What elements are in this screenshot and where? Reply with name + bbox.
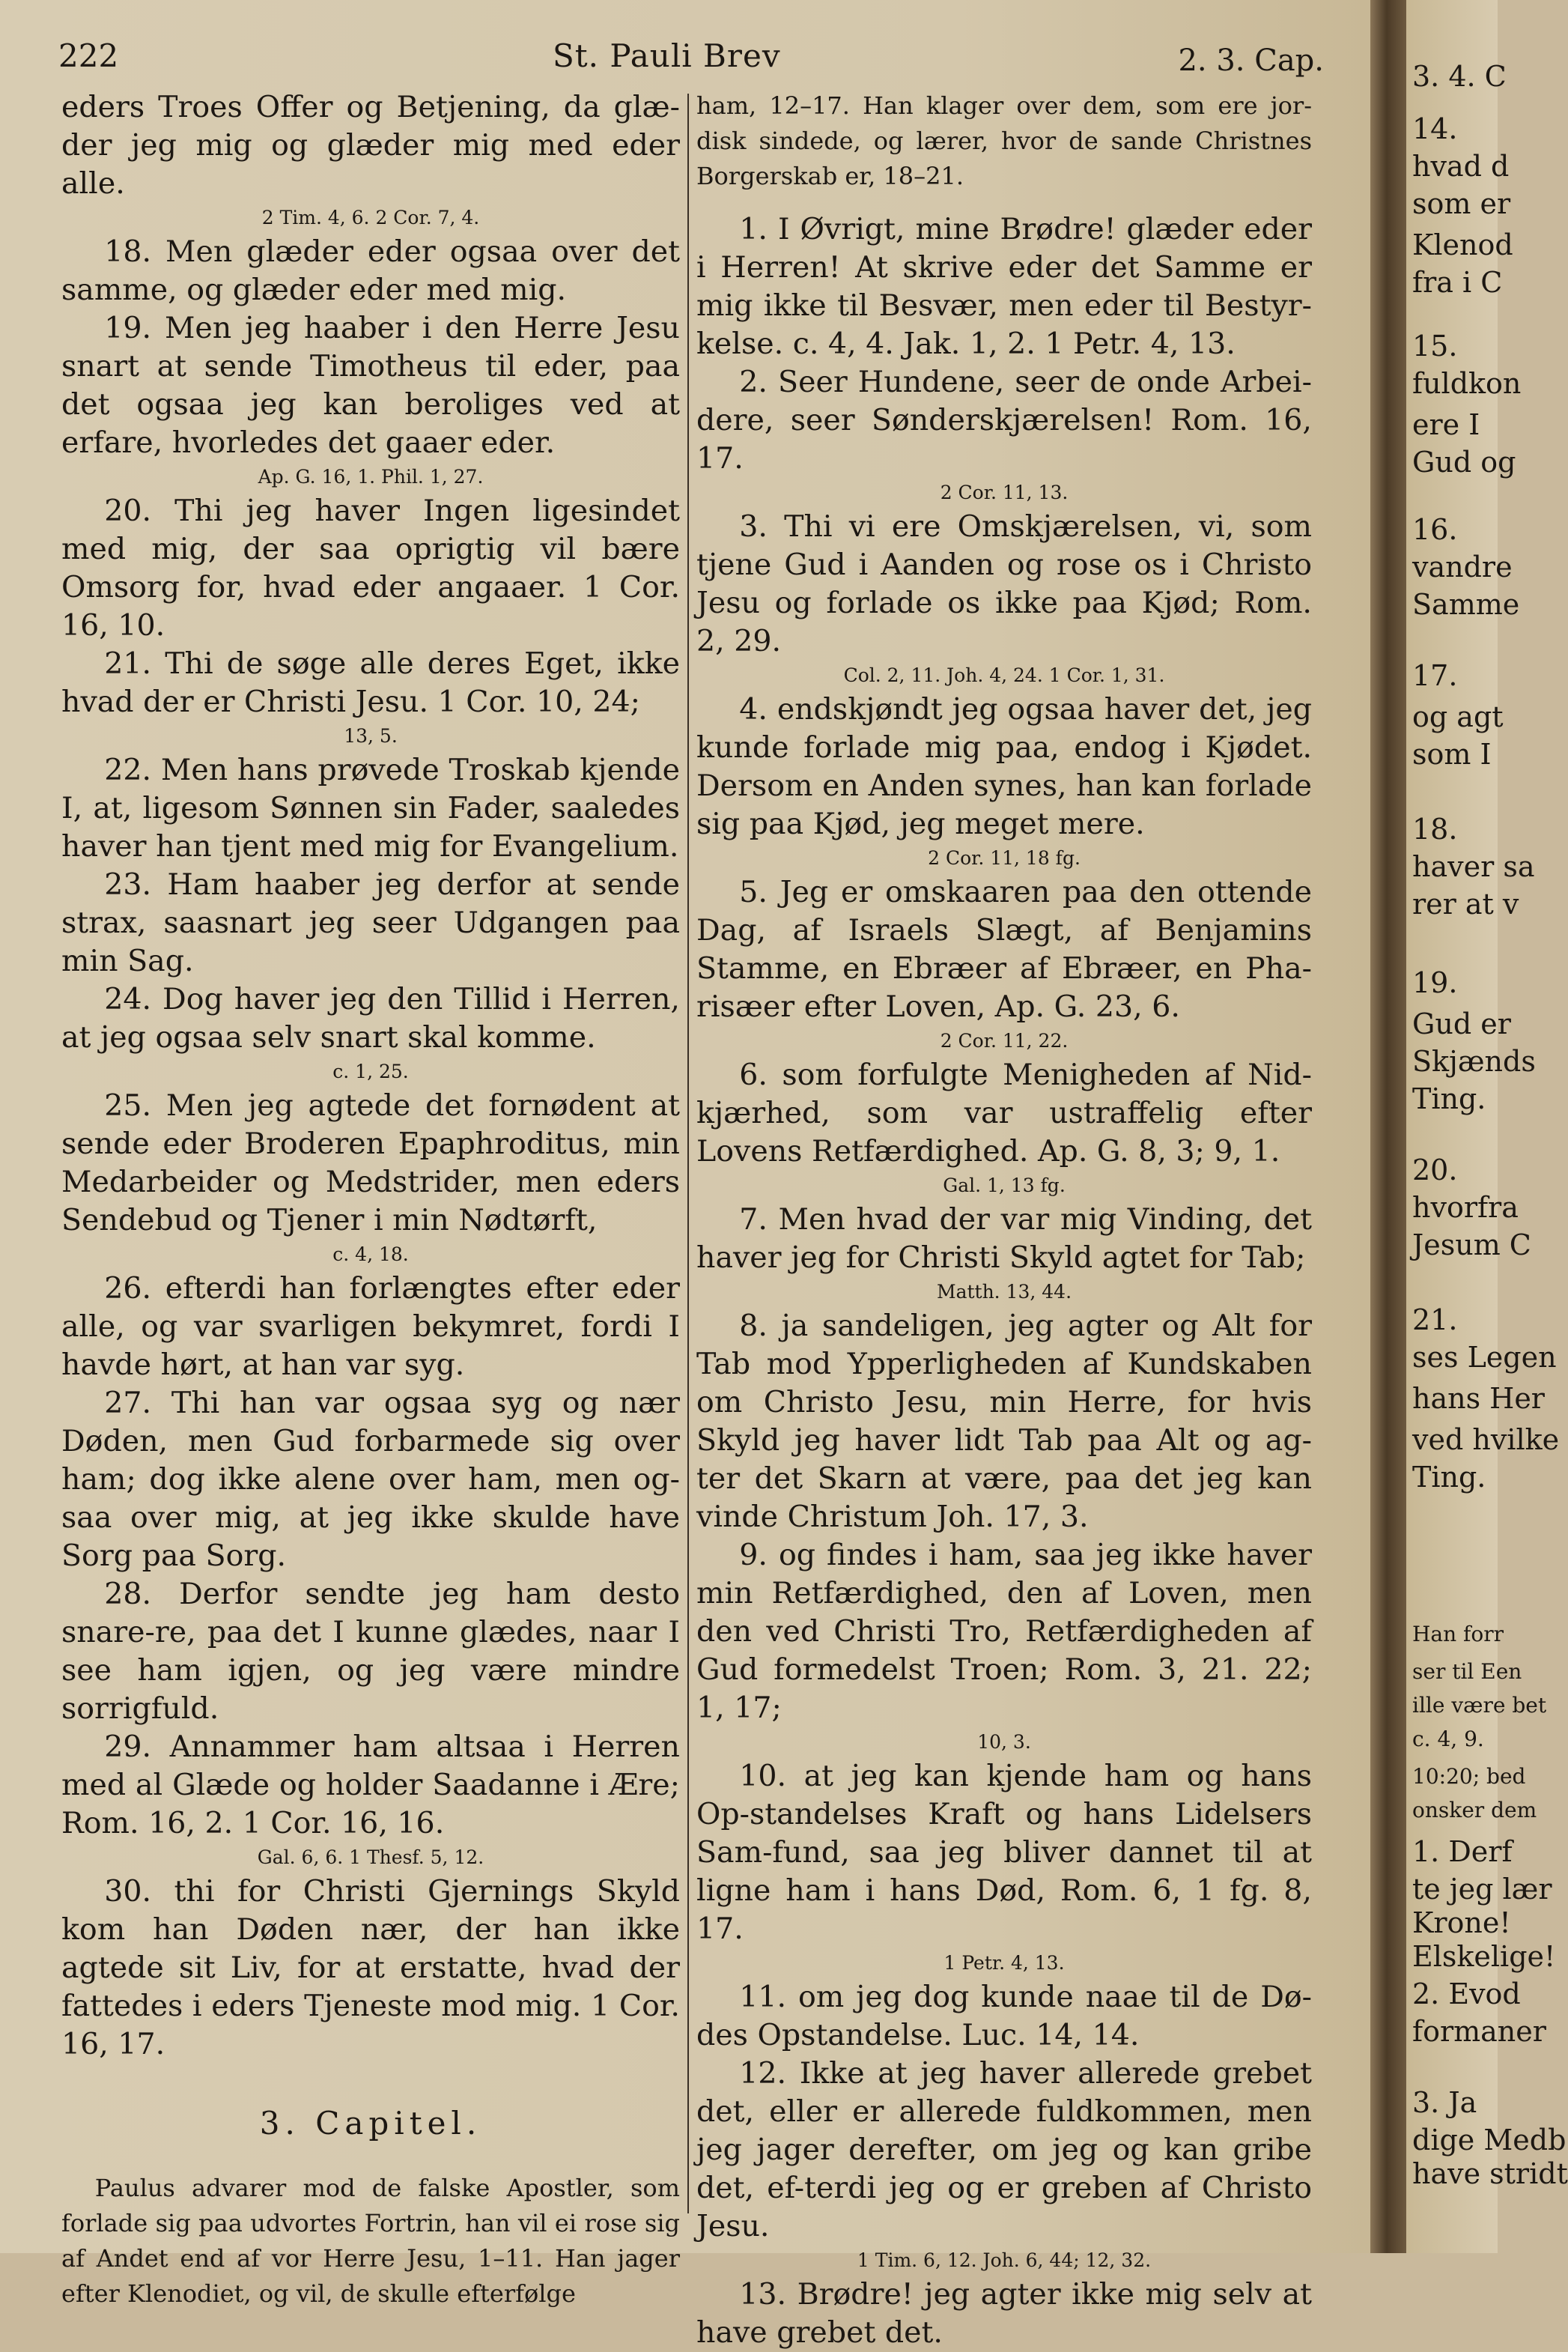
cross-reference: c. 1, 25. xyxy=(332,1061,409,1082)
adjacent-page-text: ved hvilke xyxy=(1412,1423,1560,1456)
cross-reference: 2 Cor. 11, 22. xyxy=(940,1030,1069,1052)
verse: 2. Seer Hundene, seer de onde Arbei-dere, seer Sønderskjærelsen! Rom. 16, 17. xyxy=(696,365,1312,476)
adjacent-page-text: 19. xyxy=(1412,966,1458,999)
adjacent-page-text: Krone! xyxy=(1412,1906,1511,1939)
adjacent-page-text: Ting. xyxy=(1412,1461,1486,1494)
adjacent-page-text: 15. xyxy=(1412,330,1458,363)
adjacent-page-text: 14. xyxy=(1412,112,1458,145)
verse: eders Troes Offer og Betjening, da glæ-der jeg mig og glæder mig med eder alle. xyxy=(61,90,680,201)
adjacent-page-text: 20. xyxy=(1412,1154,1458,1186)
right-column xyxy=(696,88,1312,2352)
adjacent-page-text: 21. xyxy=(1412,1303,1458,1336)
adjacent-page-text: vandre xyxy=(1412,551,1513,584)
adjacent-page-text: som er xyxy=(1412,187,1511,220)
adjacent-page-text: haver sa xyxy=(1412,850,1535,883)
verse: 27. Thi han var ogsaa syg og nær Døden, men Gud forbarmede sig over ham; dog ikke alene over ham, men og-saa over mig, at jeg ikke skulde have Sorg paa Sorg. xyxy=(61,1386,680,1573)
verse: 19. Men jeg haaber i den Herre Jesu snart at sende Timotheus til eder, paa det ogsaa jeg kan beroliges ved at erfare, hvorledes det gaaer eder. xyxy=(61,311,680,460)
verse: 6. som forfulgte Menigheden af Nid-kjærhed, som var ustraffelig efter Lovens Retfærdighed. Ap. G. 8, 3; 9, 1. xyxy=(696,1058,1312,1169)
column-divider xyxy=(687,94,689,2213)
adjacent-page-text: 3. Ja xyxy=(1412,2086,1477,2119)
adjacent-page-text: Gud og xyxy=(1412,446,1516,479)
cross-reference: 2 Cor. 11, 13. xyxy=(940,482,1069,503)
adjacent-page-text: ser til Een xyxy=(1412,1659,1522,1684)
verse: 7. Men hvad der var mig Vinding, det haver jeg for Christi Skyld agtet for Tab; xyxy=(696,1202,1312,1275)
cross-reference: 1 Petr. 4, 13. xyxy=(943,1952,1065,1974)
adjacent-page-text: Samme xyxy=(1412,588,1520,621)
verse: 10. at jeg kan kjende ham og hans Op-standelses Kraft og hans Lidelsers Sam-fund, saa jeg bliver dannet til at ligne ham i hans Død, Rom. 6, 1 fg. 8, 17. xyxy=(696,1759,1312,1946)
verse: 13. Brødre! jeg agter ikke mig selv at have grebet det. xyxy=(696,2277,1312,2350)
verse: 29. Annammer ham altsaa i Herren med al Glæde og holder Saadanne i Ære; Rom. 16, 2. 1 Cor. 16, 16. xyxy=(61,1730,680,1840)
adjacent-page-text: 16. xyxy=(1412,513,1458,546)
adjacent-page-text: 17. xyxy=(1412,659,1458,692)
adjacent-page-edge xyxy=(1406,0,1568,2253)
cross-reference: c. 4, 18. xyxy=(332,1243,409,1265)
adjacent-page-text: som I xyxy=(1412,738,1492,771)
adjacent-page-text: te jeg lær xyxy=(1412,1873,1552,1906)
adjacent-page-text: 10:20; bed xyxy=(1412,1764,1526,1789)
adjacent-page-text: hvad d xyxy=(1412,150,1510,183)
verse: 4. endskjøndt jeg ogsaa haver det, jeg kunde forlade mig paa, endog i Kjødet. Dersom en Anden synes, han kan forlade sig paa Kjød, jeg meget mere. xyxy=(696,692,1312,841)
page-header xyxy=(58,37,1324,90)
chapter-summary-continued: ham, 12–17. Han klager over dem, som ere jor-disk sindede, og lærer, hvor de sande Christnes Borgerskab er, 18–21. xyxy=(696,91,1312,190)
adjacent-page-text: Han forr xyxy=(1412,1622,1504,1646)
adjacent-page-text: 3. 4. C xyxy=(1412,60,1507,93)
cross-reference: 10, 3. xyxy=(977,1731,1031,1753)
adjacent-page-text: Elskelige! xyxy=(1412,1940,1556,1973)
verse: 22. Men hans prøvede Troskab kjende I, at, ligesom Sønnen sin Fader, saaledes haver han tjent med mig for Evangelium. xyxy=(61,753,680,864)
verse: 18. Men glæder eder ogsaa over det samme, og glæder eder med mig. xyxy=(61,234,680,307)
adjacent-page-text: ere I xyxy=(1412,408,1480,441)
cross-reference: Matth. 13, 44. xyxy=(936,1281,1072,1303)
verse: 25. Men jeg agtede det fornødent at sende eder Broderen Epaphroditus, min Medarbeider og Medstrider, men eders Sendebud og Tjener i min Nødtørft, xyxy=(61,1088,680,1237)
cross-reference: Gal. 1, 13 fg. xyxy=(943,1175,1066,1196)
page-number: 222 xyxy=(58,37,119,74)
cross-reference: 1 Tim. 6, 12. Joh. 6, 44; 12, 32. xyxy=(857,2249,1152,2271)
left-column xyxy=(61,88,680,2312)
adjacent-page-text: ses Legen xyxy=(1412,1341,1557,1374)
verse: 30. thi for Christi Gjernings Skyld kom han Døden nær, der han ikke agtede sit Liv, for at erstatte, hvad der fattedes i eders Tjeneste mod mig. 1 Cor. 16, 17. xyxy=(61,1874,680,2061)
verse: 9. og findes i ham, saa jeg ikke haver min Retfærdighed, den af Loven, men den ved Christi Tro, Retfærdigheden af Gud formedelst Troen; Rom. 3, 21. 22; 1, 17; xyxy=(696,1538,1312,1725)
verse: 24. Dog haver jeg den Tillid i Herren, at jeg ogsaa selv snart skal komme. xyxy=(61,982,680,1055)
verse: 1. I Øvrigt, mine Brødre! glæder eder i Herren! At skrive eder det Samme er mig ikke til Besvær, men eder til Bestyr-kelse. c. 4, 4. Jak. 1, 2. 1 Petr. 4, 13. xyxy=(696,212,1312,361)
chapter-heading: 3. Capitel. xyxy=(259,2105,482,2142)
verse: 21. Thi de søge alle deres Eget, ikke hvad der er Christi Jesu. 1 Cor. 10, 24; xyxy=(61,646,680,719)
adjacent-page-text: c. 4, 9. xyxy=(1412,1727,1484,1751)
adjacent-page-text: hans Her xyxy=(1412,1382,1545,1415)
book-gutter xyxy=(1370,0,1406,2253)
adjacent-page-text: have stridt xyxy=(1412,2157,1568,2190)
adjacent-page-text: Ting. xyxy=(1412,1082,1486,1115)
verse: 28. Derfor sendte jeg ham desto snare-re, paa det I kunne glædes, naar I see ham igjen, og jeg være mindre sorrigfuld. xyxy=(61,1577,680,1726)
verse: 26. efterdi han forlængtes efter eder alle, og var svarligen bekymret, fordi I havde hørt, at han var syg. xyxy=(61,1271,680,1382)
verse: 20. Thi jeg haver Ingen ligesindet med mig, der saa oprigtig vil bære Omsorg for, hvad eder angaaer. 1 Cor. 16, 10. xyxy=(61,494,680,643)
cross-reference: 2 Tim. 4, 6. 2 Cor. 7, 4. xyxy=(261,207,480,228)
verse: 12. Ikke at jeg haver allerede grebet det, eller er allerede fuldkommen, men jeg jager derefter, om jeg og kan gribe det, ef-terdi jeg og er greben af Christo Jesu. xyxy=(696,2056,1312,2243)
cross-reference: Gal. 6, 6. 1 Thesf. 5, 12. xyxy=(257,1846,484,1868)
verse: 8. ja sandeligen, jeg agter og Alt for Tab mod Ypperligheden af Kundskaben om Christo Jesu, min Herre, for hvis Skyld jeg haver lidt Tab paa Alt og ag-ter det Skarn at være, paa det jeg kan vinde Christum Joh. 17, 3. xyxy=(696,1309,1312,1534)
adjacent-page-text: ille være bet xyxy=(1412,1693,1547,1718)
verse: 3. Thi vi ere Omskjærelsen, vi, som tjene Gud i Aanden og rose os i Christo Jesu og forlade os ikke paa Kjød; Rom. 2, 29. xyxy=(696,509,1312,658)
adjacent-page-text: hvorfra xyxy=(1412,1191,1519,1224)
cross-reference: Col. 2, 11. Joh. 4, 24. 1 Cor. 1, 31. xyxy=(843,664,1165,686)
adjacent-page-text: 18. xyxy=(1412,813,1458,846)
chapter-indicator: 2. 3. Cap. xyxy=(1178,43,1324,78)
running-title: St. Pauli Brev xyxy=(553,37,781,74)
adjacent-page-text: onsker dem xyxy=(1412,1798,1537,1822)
adjacent-page-text: rer at v xyxy=(1412,888,1519,921)
adjacent-page-text: Jesum C xyxy=(1412,1228,1531,1261)
adjacent-page-text: og agt xyxy=(1412,700,1504,733)
adjacent-page-text: fuldkon xyxy=(1412,367,1522,400)
cross-reference: 13, 5. xyxy=(344,725,398,747)
chapter-summary: Paulus advarer mod de falske Apostler, som forlade sig paa udvortes Fortrin, han vil ei rose sig af Andet end af vor Herre Jesu, 1–11. Han jager efter Klenodiet, og vil, de skulle efterfølge xyxy=(61,2174,680,2308)
cross-reference: Ap. G. 16, 1. Phil. 1, 27. xyxy=(258,466,484,488)
verse: 23. Ham haaber jeg derfor at sende strax, saasnart jeg seer Udgangen paa min Sag. xyxy=(61,867,680,978)
adjacent-page-text: fra i C xyxy=(1412,266,1503,299)
adjacent-page-text: 1. Derf xyxy=(1412,1835,1513,1868)
adjacent-page-text: Klenod xyxy=(1412,228,1513,261)
verse: 11. om jeg dog kunde naae til de Dø-des Opstandelse. Luc. 14, 14. xyxy=(696,1980,1312,2052)
adjacent-page-text: Gud er xyxy=(1412,1007,1511,1040)
cross-reference: 2 Cor. 11, 18 fg. xyxy=(928,847,1081,869)
adjacent-page-text: Skjænds xyxy=(1412,1045,1536,1078)
verse: 5. Jeg er omskaaren paa den ottende Dag, af Israels Slægt, af Benjamins Stamme, en Ebræer af Ebræer, en Pha-risæer efter Loven, Ap. G. 23, 6. xyxy=(696,875,1312,1024)
adjacent-page-text: dige Medb xyxy=(1412,2124,1567,2156)
adjacent-page-text: formaner xyxy=(1412,2015,1546,2048)
adjacent-page-text: 2. Evod xyxy=(1412,1977,1521,2010)
